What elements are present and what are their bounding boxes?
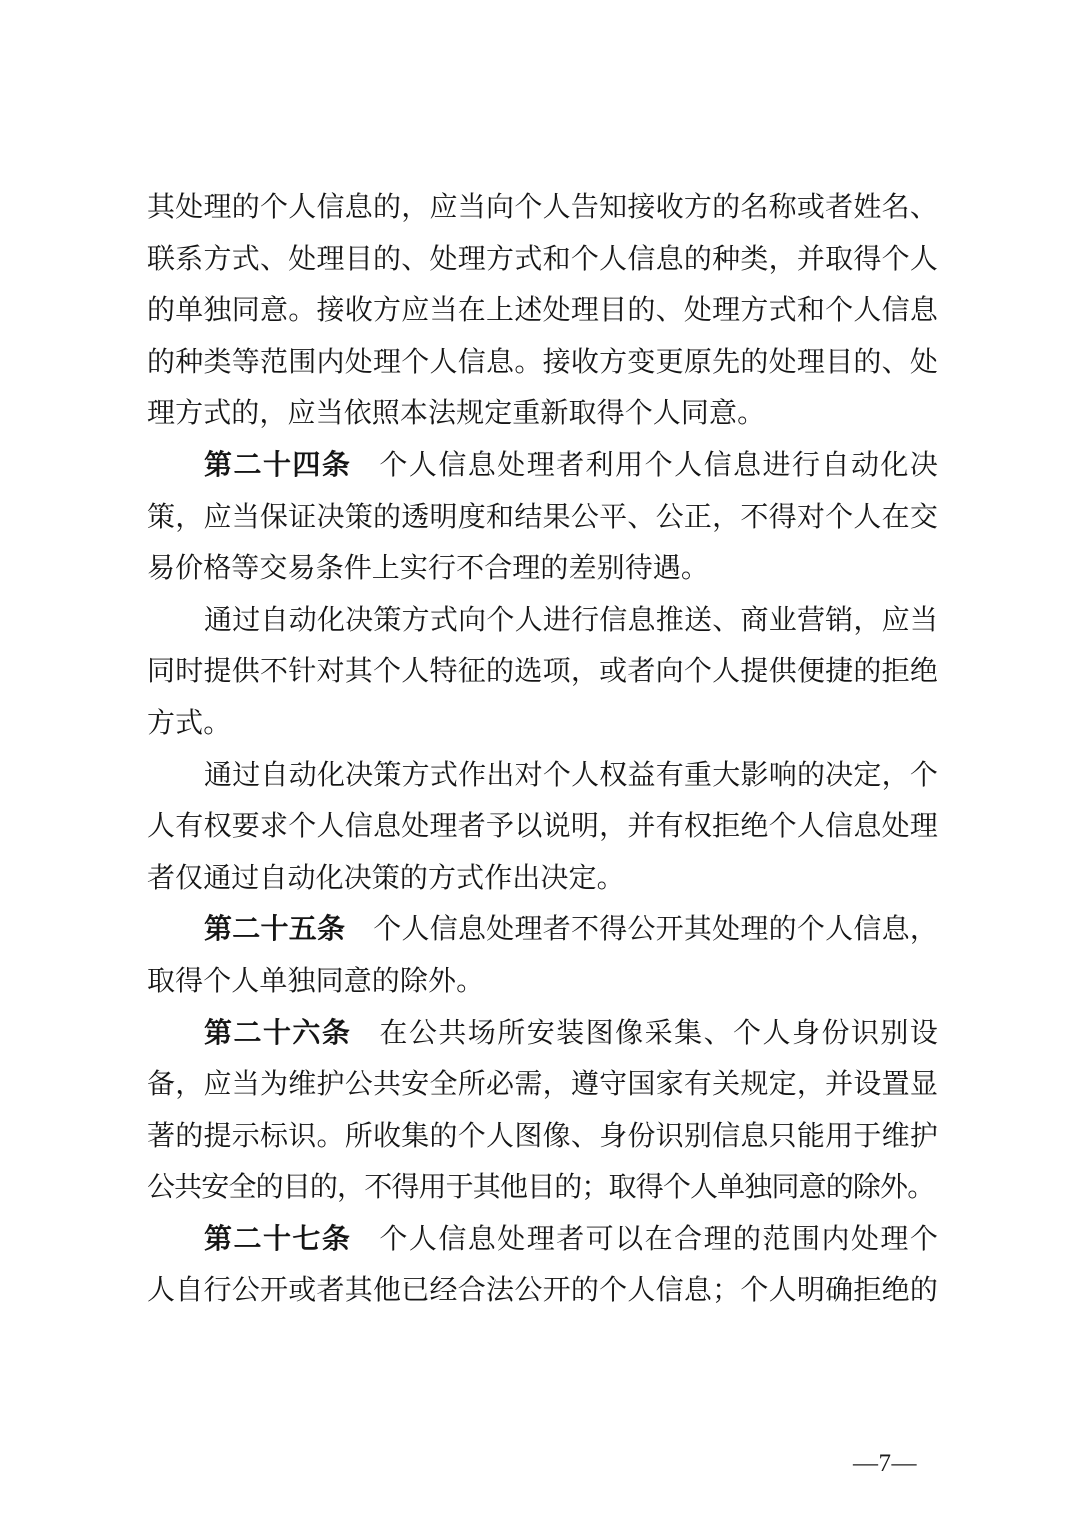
- line-text: 的单独同意。接收方应当在上述处理目的、处理方式和个人信息: [147, 295, 938, 327]
- text-line: [147, 646, 938, 698]
- line-text: 理方式的，应当依照本法规定重新取得个人同意。: [147, 398, 766, 430]
- text-block: [147, 182, 938, 1317]
- line-text: 者仅通过自动化决策的方式作出决定。: [147, 862, 625, 894]
- text-line-article-25: [147, 904, 938, 956]
- text-line: [147, 337, 938, 389]
- text-line: [147, 750, 938, 802]
- text-line: [147, 1162, 938, 1214]
- text-line: [147, 595, 938, 647]
- text-line-article-27: [147, 1214, 938, 1266]
- line-text: 方式。: [147, 707, 232, 739]
- line-text: 个人信息处理者利用个人信息进行自动化决: [379, 449, 938, 481]
- line-text: 其处理的个人信息的，应当向个人告知接收方的名称或者姓名、: [147, 192, 938, 223]
- line-text: 联系方式、处理目的、处理方式和个人信息的种类，并取得个人: [147, 243, 938, 275]
- article-24-heading: 第二十四条: [204, 449, 352, 481]
- line-text: 取得个人单独同意的除外。: [147, 965, 485, 997]
- article-27-heading: 第二十七条: [204, 1223, 352, 1255]
- line-text: 易价格等交易条件上实行不合理的差别待遇。: [147, 553, 710, 585]
- text-line: [147, 285, 938, 337]
- line-text: 通过自动化决策方式向个人进行信息推送、商业营销，应当: [204, 604, 938, 636]
- text-line: [147, 698, 938, 750]
- text-line: [147, 543, 938, 595]
- text-line-article-26: [147, 1008, 938, 1060]
- line-text: 备，应当为维护公共安全所必需，遵守国家有关规定，并设置显: [147, 1069, 938, 1101]
- text-line: [147, 1265, 938, 1317]
- text-line: [147, 182, 938, 234]
- line-text: 人有权要求个人信息处理者予以说明，并有权拒绝个人信息处理: [147, 811, 938, 843]
- line-text: 公共安全的目的，不得用于其他目的；取得个人单独同意的除外。: [147, 1172, 935, 1204]
- text-line: [147, 1059, 938, 1111]
- line-text: 策，应当保证决策的透明度和结果公平、公正，不得对个人在交: [147, 501, 938, 533]
- text-line: [147, 388, 938, 440]
- line-text: 的种类等范围内处理个人信息。接收方变更原先的处理目的、处: [147, 346, 938, 378]
- page-number: —7—: [853, 1450, 917, 1477]
- article-25-heading: 第二十五条: [204, 914, 346, 946]
- text-line: [147, 492, 938, 544]
- line-text: 个人信息处理者不得公开其处理的个人信息，: [373, 914, 938, 946]
- line-text: 个人信息处理者可以在合理的范围内处理个: [379, 1223, 938, 1255]
- text-line: [147, 1111, 938, 1163]
- line-text: 人自行公开或者其他已经合法公开的个人信息；个人明确拒绝的: [147, 1275, 938, 1307]
- text-line: [147, 801, 938, 853]
- article-26-heading: 第二十六条: [204, 1017, 352, 1049]
- line-text: 同时提供不针对其个人特征的选项，或者向个人提供便捷的拒绝: [147, 656, 938, 688]
- text-line: [147, 853, 938, 905]
- text-line-article-24: [147, 440, 938, 492]
- text-line: [147, 956, 938, 1008]
- line-text: 著的提示标识。所收集的个人图像、身份识别信息只能用于维护: [147, 1120, 938, 1152]
- line-text: 在公共场所安装图像采集、个人身份识别设: [379, 1017, 938, 1049]
- text-line: [147, 234, 938, 286]
- line-text: 通过自动化决策方式作出对个人权益有重大影响的决定，个: [204, 759, 938, 791]
